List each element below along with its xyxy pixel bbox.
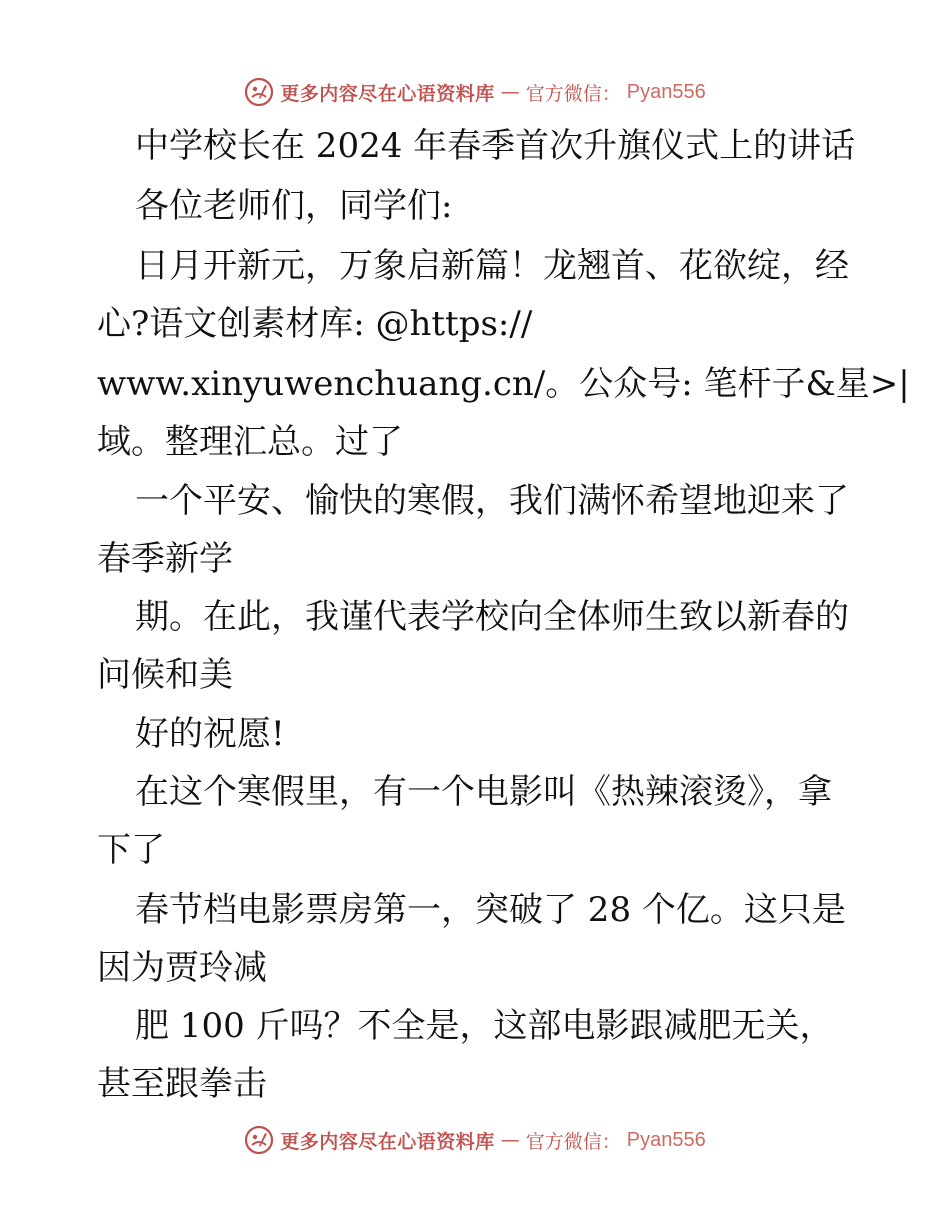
banner-wechat-label: 官方微信： [525,82,621,105]
text-line: 日月开新元，万象启新篇！龙翘首、花欲绽，经 [135,246,849,286]
text-line: 期。在此，我谨代表学校向全体师生致以新春的 [135,597,849,637]
text-line: 春节档电影票房第一，突破了 28 个亿。这只是 [135,890,846,930]
banner-wechat-label: 官方微信： [525,1130,621,1153]
text-line: www.xinyuwenchuang.cn/。公众号: 笔杆子&星>| [97,364,910,404]
text-line: 心?语文创素材库: @https:// [97,304,533,344]
banner-wechat-id: Pyan556 [626,80,706,103]
banner-wechat-id: Pyan556 [626,1128,706,1151]
text-line: 因为贾玲减 [97,948,267,988]
book-quill-logo-icon [244,1125,274,1155]
text-line: 域。整理汇总。过了 [97,422,403,462]
text-line: 一个平安、愉快的寒假，我们满怀希望地迎来了 [135,481,849,521]
banner-title: 更多内容尽在心语资料库 [280,82,495,105]
text-line: 下了 [97,830,165,870]
text-line: 春季新学 [97,539,233,579]
banner-separator: — [500,81,520,103]
footer-banner [0,1120,950,1160]
banner-separator: — [500,1129,520,1151]
text-line: 甚至跟拳击 [97,1064,267,1104]
text-line: 在这个寒假里，有一个电影叫《热辣滚烫》，拿 [135,772,832,812]
text-line: 各位老师们，同学们: [135,186,453,226]
text-line: 肥 100 斤吗？不全是，这部电影跟减肥无关， [135,1006,834,1046]
document-title: 中学校长在 2024 年春季首次升旗仪式上的讲话 [135,126,856,166]
text-line: 问候和美 [97,655,233,695]
banner-title: 更多内容尽在心语资料库 [280,1130,495,1153]
text-line: 好的祝愿! [135,714,285,754]
